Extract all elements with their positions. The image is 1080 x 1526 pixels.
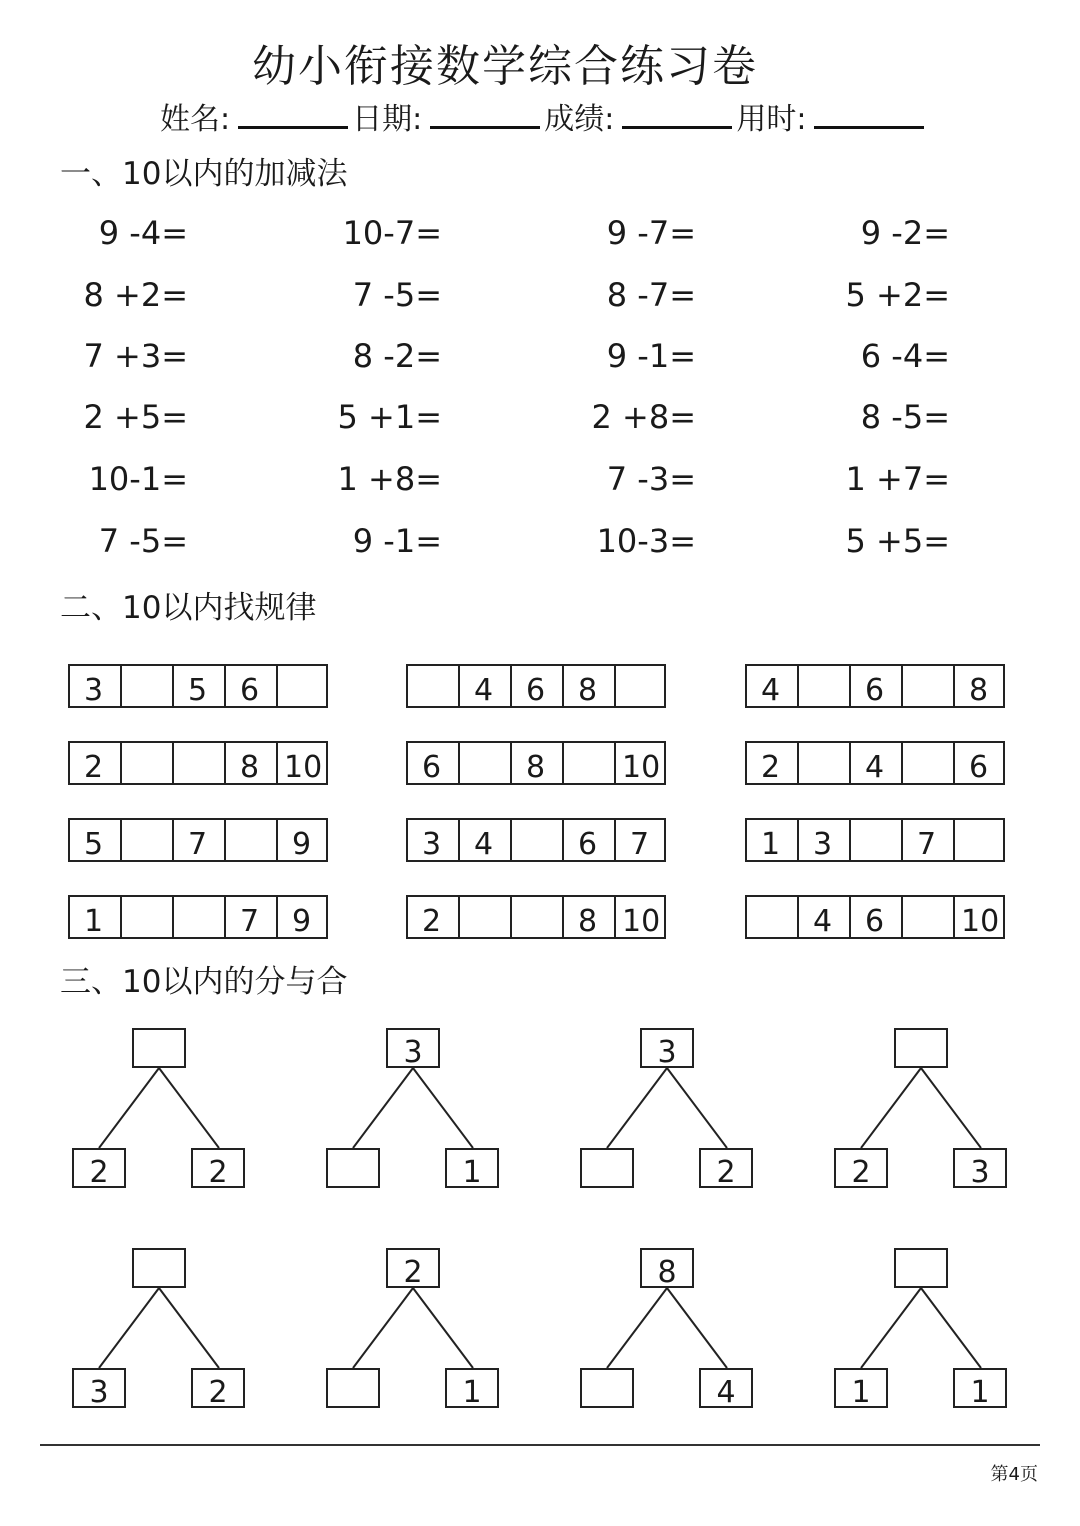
- time-blank[interactable]: [814, 96, 924, 129]
- pattern-number-cell: 4: [458, 820, 510, 860]
- pattern-number-cell: 4: [745, 666, 797, 706]
- equation-item[interactable]: 7 -5=: [98, 522, 188, 560]
- section-2-heading: 二、10以内找规律: [60, 590, 317, 626]
- equation-item[interactable]: 9 -1=: [352, 522, 442, 560]
- bond-right-box: 2: [191, 1368, 245, 1408]
- pattern-number-cell: 10: [953, 897, 1005, 937]
- bond-branch-line: [921, 1288, 981, 1368]
- pattern-number-cell: 7: [224, 897, 276, 937]
- pattern-number-cell: 6: [849, 666, 901, 706]
- pattern-blank-cell[interactable]: [745, 897, 797, 937]
- equation-item[interactable]: 7 +3=: [83, 337, 188, 375]
- pattern-blank-cell[interactable]: [406, 666, 458, 706]
- equation-item[interactable]: 1 +8=: [337, 460, 442, 498]
- pattern-blank-cell[interactable]: [510, 897, 562, 937]
- bond-branch-line: [607, 1068, 667, 1148]
- pattern-blank-cell[interactable]: [120, 743, 172, 783]
- section-1-heading: 一、10以内的加减法: [60, 156, 348, 192]
- pattern-number-cell: 8: [224, 743, 276, 783]
- equation-item[interactable]: 9 -7=: [606, 214, 696, 252]
- pattern-row: [745, 818, 1005, 862]
- pattern-blank-cell[interactable]: [614, 666, 666, 706]
- pattern-number-cell: 5: [172, 666, 224, 706]
- pattern-number-cell: 2: [406, 897, 458, 937]
- pattern-number-cell: 8: [562, 897, 614, 937]
- equation-item[interactable]: 9 -2=: [860, 214, 950, 252]
- bond-top-box: 8: [640, 1248, 694, 1288]
- date-blank[interactable]: [430, 96, 540, 129]
- equation-item[interactable]: 1 +7=: [845, 460, 950, 498]
- bond-branch-line: [159, 1068, 219, 1148]
- equation-item[interactable]: 10-7=: [342, 214, 442, 252]
- bond-branch-line: [861, 1288, 921, 1368]
- number-bond: [72, 1028, 272, 1198]
- bond-right-box: 3: [953, 1148, 1007, 1188]
- pattern-blank-cell[interactable]: [797, 743, 849, 783]
- bond-top-box: 3: [386, 1028, 440, 1068]
- pattern-blank-cell[interactable]: [901, 666, 953, 706]
- bond-right-box: 1: [953, 1368, 1007, 1408]
- pattern-number-cell: 8: [510, 743, 562, 783]
- pattern-number-cell: 8: [953, 666, 1005, 706]
- bond-left-box[interactable]: [326, 1368, 380, 1408]
- number-bond: [326, 1028, 526, 1198]
- pattern-number-cell: 10: [276, 743, 328, 783]
- pattern-blank-cell[interactable]: [172, 897, 224, 937]
- pattern-number-cell: 9: [276, 820, 328, 860]
- pattern-blank-cell[interactable]: [458, 897, 510, 937]
- number-bond: [72, 1248, 272, 1418]
- name-label: 姓名:: [160, 102, 231, 137]
- equation-item[interactable]: 10-3=: [596, 522, 696, 560]
- equation-item[interactable]: 5 +5=: [845, 522, 950, 560]
- pattern-number-cell: 3: [797, 820, 849, 860]
- pattern-number-cell: 6: [510, 666, 562, 706]
- equation-item[interactable]: 2 +5=: [83, 398, 188, 436]
- pattern-blank-cell[interactable]: [276, 666, 328, 706]
- pattern-number-cell: 7: [901, 820, 953, 860]
- pattern-row: [406, 741, 666, 785]
- pattern-row: [68, 741, 328, 785]
- number-bond: [580, 1028, 780, 1198]
- pattern-number-cell: 2: [745, 743, 797, 783]
- pattern-blank-cell[interactable]: [901, 897, 953, 937]
- bond-branch-line: [159, 1288, 219, 1368]
- equation-item[interactable]: 5 +1=: [337, 398, 442, 436]
- worksheet-title: 幼小衔接数学综合练习卷: [252, 41, 758, 92]
- bond-right-box: 2: [191, 1148, 245, 1188]
- equation-item[interactable]: 5 +2=: [845, 276, 950, 314]
- pattern-blank-cell[interactable]: [120, 666, 172, 706]
- bond-branch-line: [413, 1068, 473, 1148]
- pattern-number-cell: 7: [172, 820, 224, 860]
- bond-left-box: 1: [834, 1368, 888, 1408]
- bond-top-box[interactable]: [132, 1248, 186, 1288]
- number-bond: [326, 1248, 526, 1418]
- bond-right-box: 1: [445, 1368, 499, 1408]
- pattern-number-cell: 10: [614, 743, 666, 783]
- bond-top-box: 2: [386, 1248, 440, 1288]
- pattern-number-cell: 6: [953, 743, 1005, 783]
- bond-top-box: 3: [640, 1028, 694, 1068]
- bond-branch-line: [921, 1068, 981, 1148]
- date-label: 日期:: [352, 102, 423, 137]
- equation-item[interactable]: 7 -5=: [352, 276, 442, 314]
- pattern-blank-cell[interactable]: [172, 743, 224, 783]
- pattern-number-cell: 4: [458, 666, 510, 706]
- section-3-heading: 三、10以内的分与合: [60, 964, 348, 1000]
- name-blank[interactable]: [238, 96, 348, 129]
- number-bond: [834, 1028, 1034, 1198]
- pattern-row: [406, 664, 666, 708]
- bond-branch-line: [353, 1288, 413, 1368]
- bond-left-box[interactable]: [580, 1148, 634, 1188]
- pattern-number-cell: 1: [68, 897, 120, 937]
- equation-item[interactable]: 6 -4=: [860, 337, 950, 375]
- student-info-line: [160, 94, 928, 138]
- bond-right-box: 2: [699, 1148, 753, 1188]
- pattern-number-cell: 3: [406, 820, 458, 860]
- score-label: 成绩:: [544, 102, 615, 137]
- pattern-number-cell: 1: [745, 820, 797, 860]
- equation-item[interactable]: 9 -4=: [98, 214, 188, 252]
- bond-top-box[interactable]: [132, 1028, 186, 1068]
- pattern-row: [68, 664, 328, 708]
- pattern-number-cell: 8: [562, 666, 614, 706]
- pattern-number-cell: 3: [68, 666, 120, 706]
- pattern-blank-cell[interactable]: [510, 820, 562, 860]
- bond-top-box[interactable]: [894, 1028, 948, 1068]
- bond-branch-line: [99, 1068, 159, 1148]
- bond-branch-line: [667, 1068, 727, 1148]
- pattern-row: [745, 664, 1005, 708]
- equation-item[interactable]: 9 -1=: [606, 337, 696, 375]
- bond-branch-line: [99, 1288, 159, 1368]
- pattern-blank-cell[interactable]: [120, 820, 172, 860]
- score-blank[interactable]: [622, 96, 732, 129]
- page-number: 第4页: [990, 1464, 1038, 1485]
- bond-left-box[interactable]: [580, 1368, 634, 1408]
- pattern-blank-cell[interactable]: [458, 743, 510, 783]
- pattern-blank-cell[interactable]: [849, 820, 901, 860]
- pattern-row: [745, 895, 1005, 939]
- pattern-number-cell: 6: [849, 897, 901, 937]
- bond-right-box: 4: [699, 1368, 753, 1408]
- equation-item[interactable]: 8 +2=: [83, 276, 188, 314]
- pattern-row: [406, 818, 666, 862]
- equation-item[interactable]: 8 -7=: [606, 276, 696, 314]
- pattern-row: [745, 741, 1005, 785]
- pattern-row: [406, 895, 666, 939]
- number-bond: [834, 1248, 1034, 1418]
- bond-branch-line: [353, 1068, 413, 1148]
- bond-left-box: 2: [834, 1148, 888, 1188]
- pattern-blank-cell[interactable]: [953, 820, 1005, 860]
- equation-item[interactable]: 10-1=: [88, 460, 188, 498]
- pattern-number-cell: 7: [614, 820, 666, 860]
- pattern-blank-cell[interactable]: [797, 666, 849, 706]
- bond-top-box[interactable]: [894, 1248, 948, 1288]
- pattern-blank-cell[interactable]: [562, 743, 614, 783]
- equation-item[interactable]: 8 -5=: [860, 398, 950, 436]
- footer-divider: [40, 1444, 1040, 1446]
- number-bond: [580, 1248, 780, 1418]
- bond-left-box: 3: [72, 1368, 126, 1408]
- pattern-number-cell: 4: [797, 897, 849, 937]
- pattern-number-cell: 6: [406, 743, 458, 783]
- equation-item[interactable]: 2 +8=: [591, 398, 696, 436]
- pattern-number-cell: 6: [562, 820, 614, 860]
- pattern-number-cell: 6: [224, 666, 276, 706]
- pattern-number-cell: 10: [614, 897, 666, 937]
- pattern-number-cell: 5: [68, 820, 120, 860]
- pattern-blank-cell[interactable]: [120, 897, 172, 937]
- pattern-row: [68, 818, 328, 862]
- pattern-blank-cell[interactable]: [224, 820, 276, 860]
- bond-right-box: 1: [445, 1148, 499, 1188]
- pattern-blank-cell[interactable]: [901, 743, 953, 783]
- bond-left-box[interactable]: [326, 1148, 380, 1188]
- pattern-number-cell: 2: [68, 743, 120, 783]
- equation-item[interactable]: 7 -3=: [606, 460, 696, 498]
- bond-branch-line: [667, 1288, 727, 1368]
- pattern-number-cell: 9: [276, 897, 328, 937]
- equation-item[interactable]: 8 -2=: [352, 337, 442, 375]
- bond-branch-line: [413, 1288, 473, 1368]
- pattern-number-cell: 4: [849, 743, 901, 783]
- pattern-row: [68, 895, 328, 939]
- time-label: 用时:: [736, 102, 807, 137]
- bond-branch-line: [861, 1068, 921, 1148]
- bond-branch-line: [607, 1288, 667, 1368]
- bond-left-box: 2: [72, 1148, 126, 1188]
